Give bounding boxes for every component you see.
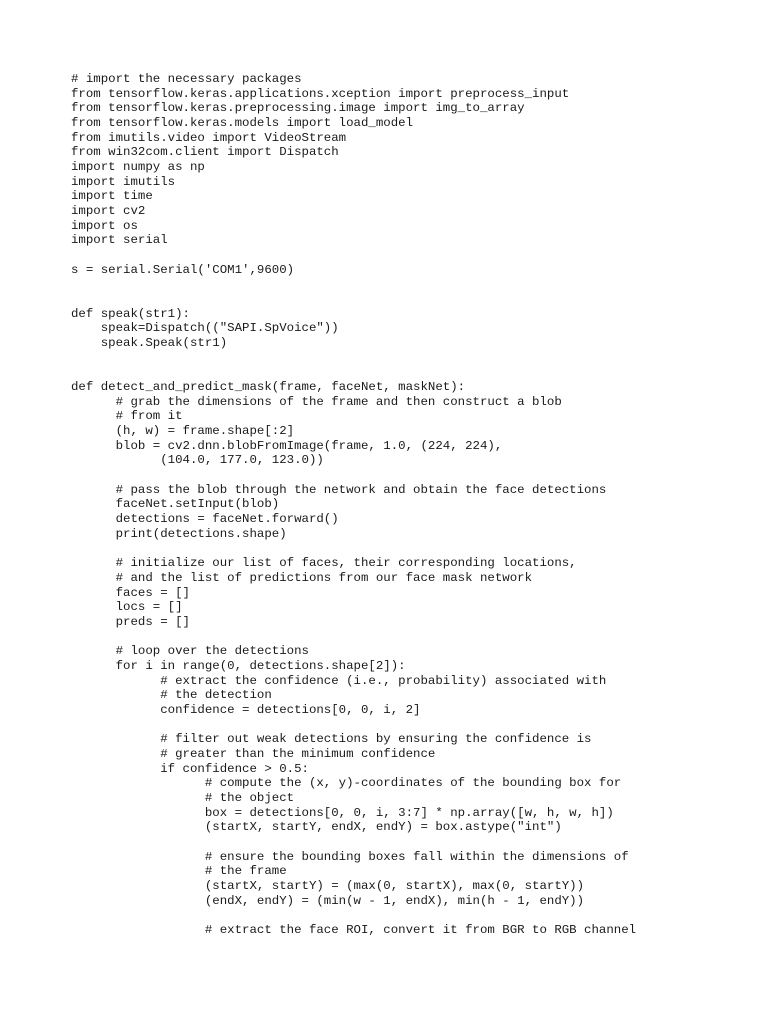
code-line: # ensure the bounding boxes fall within the dimensions of: [71, 849, 629, 864]
code-line: locs = []: [71, 600, 183, 615]
code-line: from win32com.client import Dispatch: [71, 145, 339, 160]
code-line: (h, w) = frame.shape[:2]: [71, 424, 295, 439]
code-line: # greater than the minimum confidence: [71, 746, 436, 761]
code-line: from tensorflow.keras.applications.xception import preprocess_input: [71, 86, 570, 101]
code-line: def detect_and_predict_mask(frame, faceNet, maskNet):: [71, 380, 466, 395]
code-line: # extract the face ROI, convert it from BGR to RGB channel: [71, 922, 637, 937]
code-line: [71, 630, 636, 645]
code-line: [71, 835, 636, 850]
code-line: from tensorflow.keras.preprocessing.image import img_to_array: [71, 101, 525, 116]
code-line: detections = faceNet.forward(): [71, 512, 339, 527]
code-line: # grab the dimensions of the frame and then construct a blob: [71, 394, 562, 409]
code-line: blob = cv2.dnn.blobFromImage(frame, 1.0, (224, 224),: [71, 438, 503, 453]
code-line: # import the necessary packages: [71, 72, 302, 86]
code-line: # and the list of predictions from our face mask network: [71, 570, 533, 585]
code-line: # the frame: [71, 864, 287, 879]
code-line: # pass the blob through the network and obtain the face detections: [71, 482, 607, 497]
code-line: # compute the (x, y)-coordinates of the bounding box for: [71, 776, 622, 791]
code-line: [71, 468, 636, 483]
code-line: [71, 351, 636, 366]
code-line: from tensorflow.keras.models import load_model: [71, 116, 414, 131]
code-line: (startX, startY, endX, endY) = box.astype("int"): [71, 820, 562, 835]
code-line: box = detections[0, 0, i, 3:7] * np.array([w, h, w, h]): [71, 805, 614, 820]
code-line: # from it: [71, 409, 183, 424]
code-line: # filter out weak detections by ensuring the confidence is: [71, 732, 592, 747]
code-line: speak.Speak(str1): [71, 336, 228, 351]
code-line: # the detection: [71, 688, 272, 703]
code-line: print(detections.shape): [71, 526, 287, 541]
code-line: import serial: [71, 233, 168, 248]
code-line: # loop over the detections: [71, 644, 309, 659]
code-line: def speak(str1):: [71, 306, 190, 321]
code-line: (startX, startY) = (max(0, startX), max(0, startY)): [71, 878, 585, 893]
code-line: [71, 248, 636, 263]
code-line: if confidence > 0.5:: [71, 761, 309, 776]
code-line: # the object: [71, 790, 295, 805]
code-line: import numpy as np: [71, 160, 205, 175]
code-line: import imutils: [71, 174, 176, 189]
code-line: [71, 542, 636, 557]
code-line: s = serial.Serial('COM1',9600): [71, 262, 295, 277]
code-line: preds = []: [71, 614, 190, 629]
code-line: # extract the confidence (i.e., probability) associated with: [71, 673, 607, 688]
code-line: confidence = detections[0, 0, i, 2]: [71, 702, 421, 717]
code-line: (104.0, 177.0, 123.0)): [71, 453, 324, 468]
code-line: import os: [71, 218, 138, 233]
code-line: from imutils.video import VideoStream: [71, 130, 347, 145]
code-listing: [71, 72, 636, 938]
code-line: [71, 908, 636, 923]
code-line: for i in range(0, detections.shape[2]):: [71, 658, 406, 673]
code-line: # initialize our list of faces, their corresponding locations,: [71, 556, 577, 571]
code-line: speak=Dispatch(("SAPI.SpVoice")): [71, 321, 339, 336]
code-line: faceNet.setInput(blob): [71, 497, 280, 512]
code-line: import time: [71, 189, 153, 204]
code-line: [71, 292, 636, 307]
code-line: [71, 718, 636, 733]
code-line: faces = []: [71, 585, 190, 600]
code-line: import cv2: [71, 204, 146, 219]
code-line: (endX, endY) = (min(w - 1, endX), min(h - 1, endY)): [71, 893, 585, 908]
code-line: [71, 365, 636, 380]
code-line: [71, 277, 636, 292]
